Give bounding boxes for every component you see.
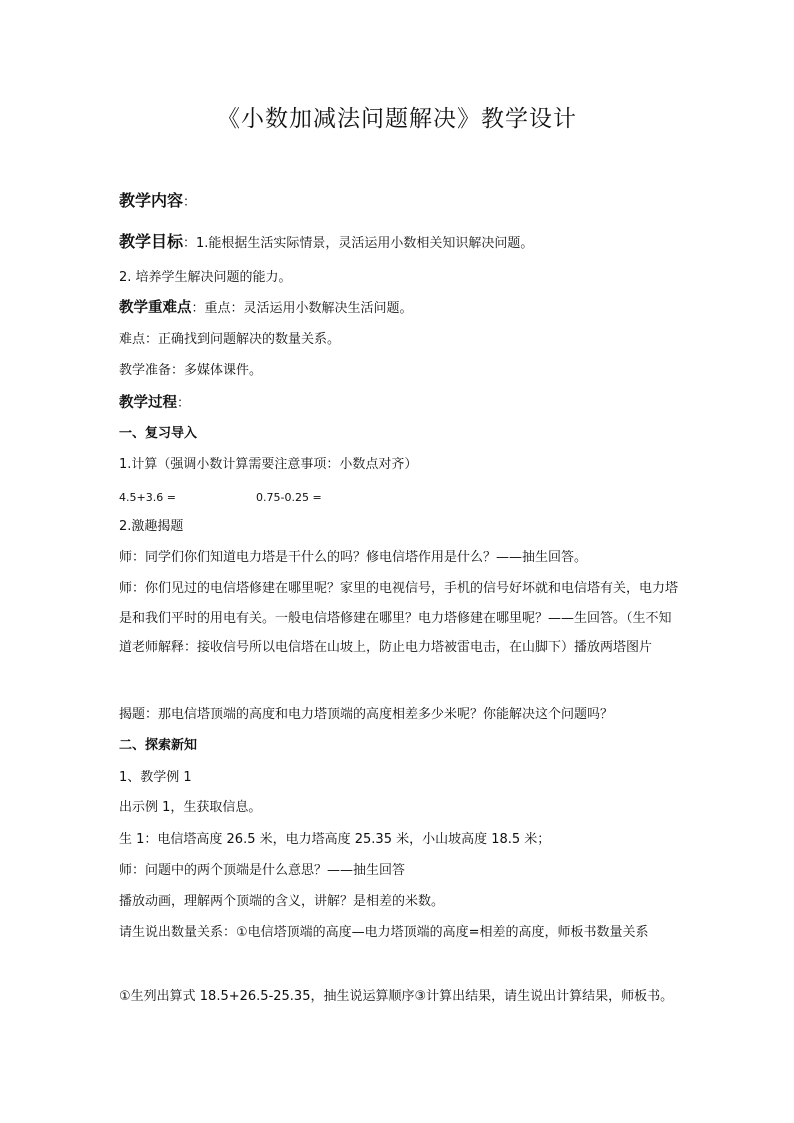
show-example-line: 出示例 1，生获取信息。 [119,800,262,815]
animation-line: 播放动画，理解两个顶端的含义，讲解？是相差的米数。 [119,894,445,909]
section-review-heading: 一、复习导入 [119,426,198,441]
teacher-question-line: 师：问题中的两个顶端是什么意思？——抽生回答 [119,863,406,878]
content-colon: ： [183,195,197,210]
goal-text: ：1.能根据生活实际情景，灵活运用小数相关知识解决问题。 [183,236,534,251]
section-explore-heading: 二、探索新知 [119,738,198,753]
document-title: 《小数加减法问题解决》教学设计 [217,106,577,132]
key-points-line [119,299,413,318]
goal-line [119,233,533,253]
calc-exercise-a: 4.5+3.6 = [119,491,176,504]
paragraph-tower-explanation: 师：你们见过的电信塔修建在哪里呢？家里的电视信号，手机的信号好坏就和电信塔有关，电力塔是和我们平时的用电有关。一般电信塔修建在哪里？电力塔修建在哪里呢？——生回答。（生不知道老师解释：接收信号所以电信塔在山坡上，防止电力塔被雷电击，在山脚下）播放两塔图片 [119,581,679,655]
content-label: 教学内容 [119,191,184,210]
key-points-label: 教学重难点 [119,300,192,316]
content-line [119,192,196,212]
inspire-heading: 2.激趣揭题 [119,519,184,534]
example-heading: 1、教学例 1 [119,770,192,785]
calc-heading: 1.计算（强调小数计算需要注意事项：小数点对齐） [119,457,418,472]
calc-exercise-b: 0.75-0.25 = [256,491,322,504]
calc-exercises [119,489,322,507]
quantity-relation-paragraph: 请生说出数量关系：①电信塔顶端的高度—电力塔顶端的高度=相差的高度，师板书数量关系 [119,925,649,940]
student-answer-line: 生 1：电信塔高度 26.5 米，电力塔高度 25.35 米，小山坡高度 18.5 米； [119,832,551,847]
formula-line: ①生列出算式 18.5+26.5-25.35，抽生说运算顺序③计算出结果，请生说出计算结果，师板书。 [119,989,674,1004]
key-points-text: ：重点：灵活运用小数解决生活问题。 [191,301,413,316]
process-line [119,394,190,413]
process-label: 教学过程 [119,395,177,411]
preparation-line: 教学准备：多媒体课件。 [119,363,263,378]
goal-item-2: 2. 培养学生解决问题的能力。 [119,270,292,285]
paragraph-topic-reveal: 揭题：那电信塔顶端的高度和电力塔顶端的高度相差多少米呢？你能解决这个问题吗？ [119,707,614,722]
process-colon: ： [177,396,191,411]
goal-label: 教学目标 [119,232,184,251]
paragraph-teacher-question: 师：同学们你们知道电力塔是干什么的吗？修电信塔作用是什么？——抽生回答。 [119,550,588,565]
difficulty-line: 难点：正确找到问题解决的数量关系。 [119,332,341,347]
